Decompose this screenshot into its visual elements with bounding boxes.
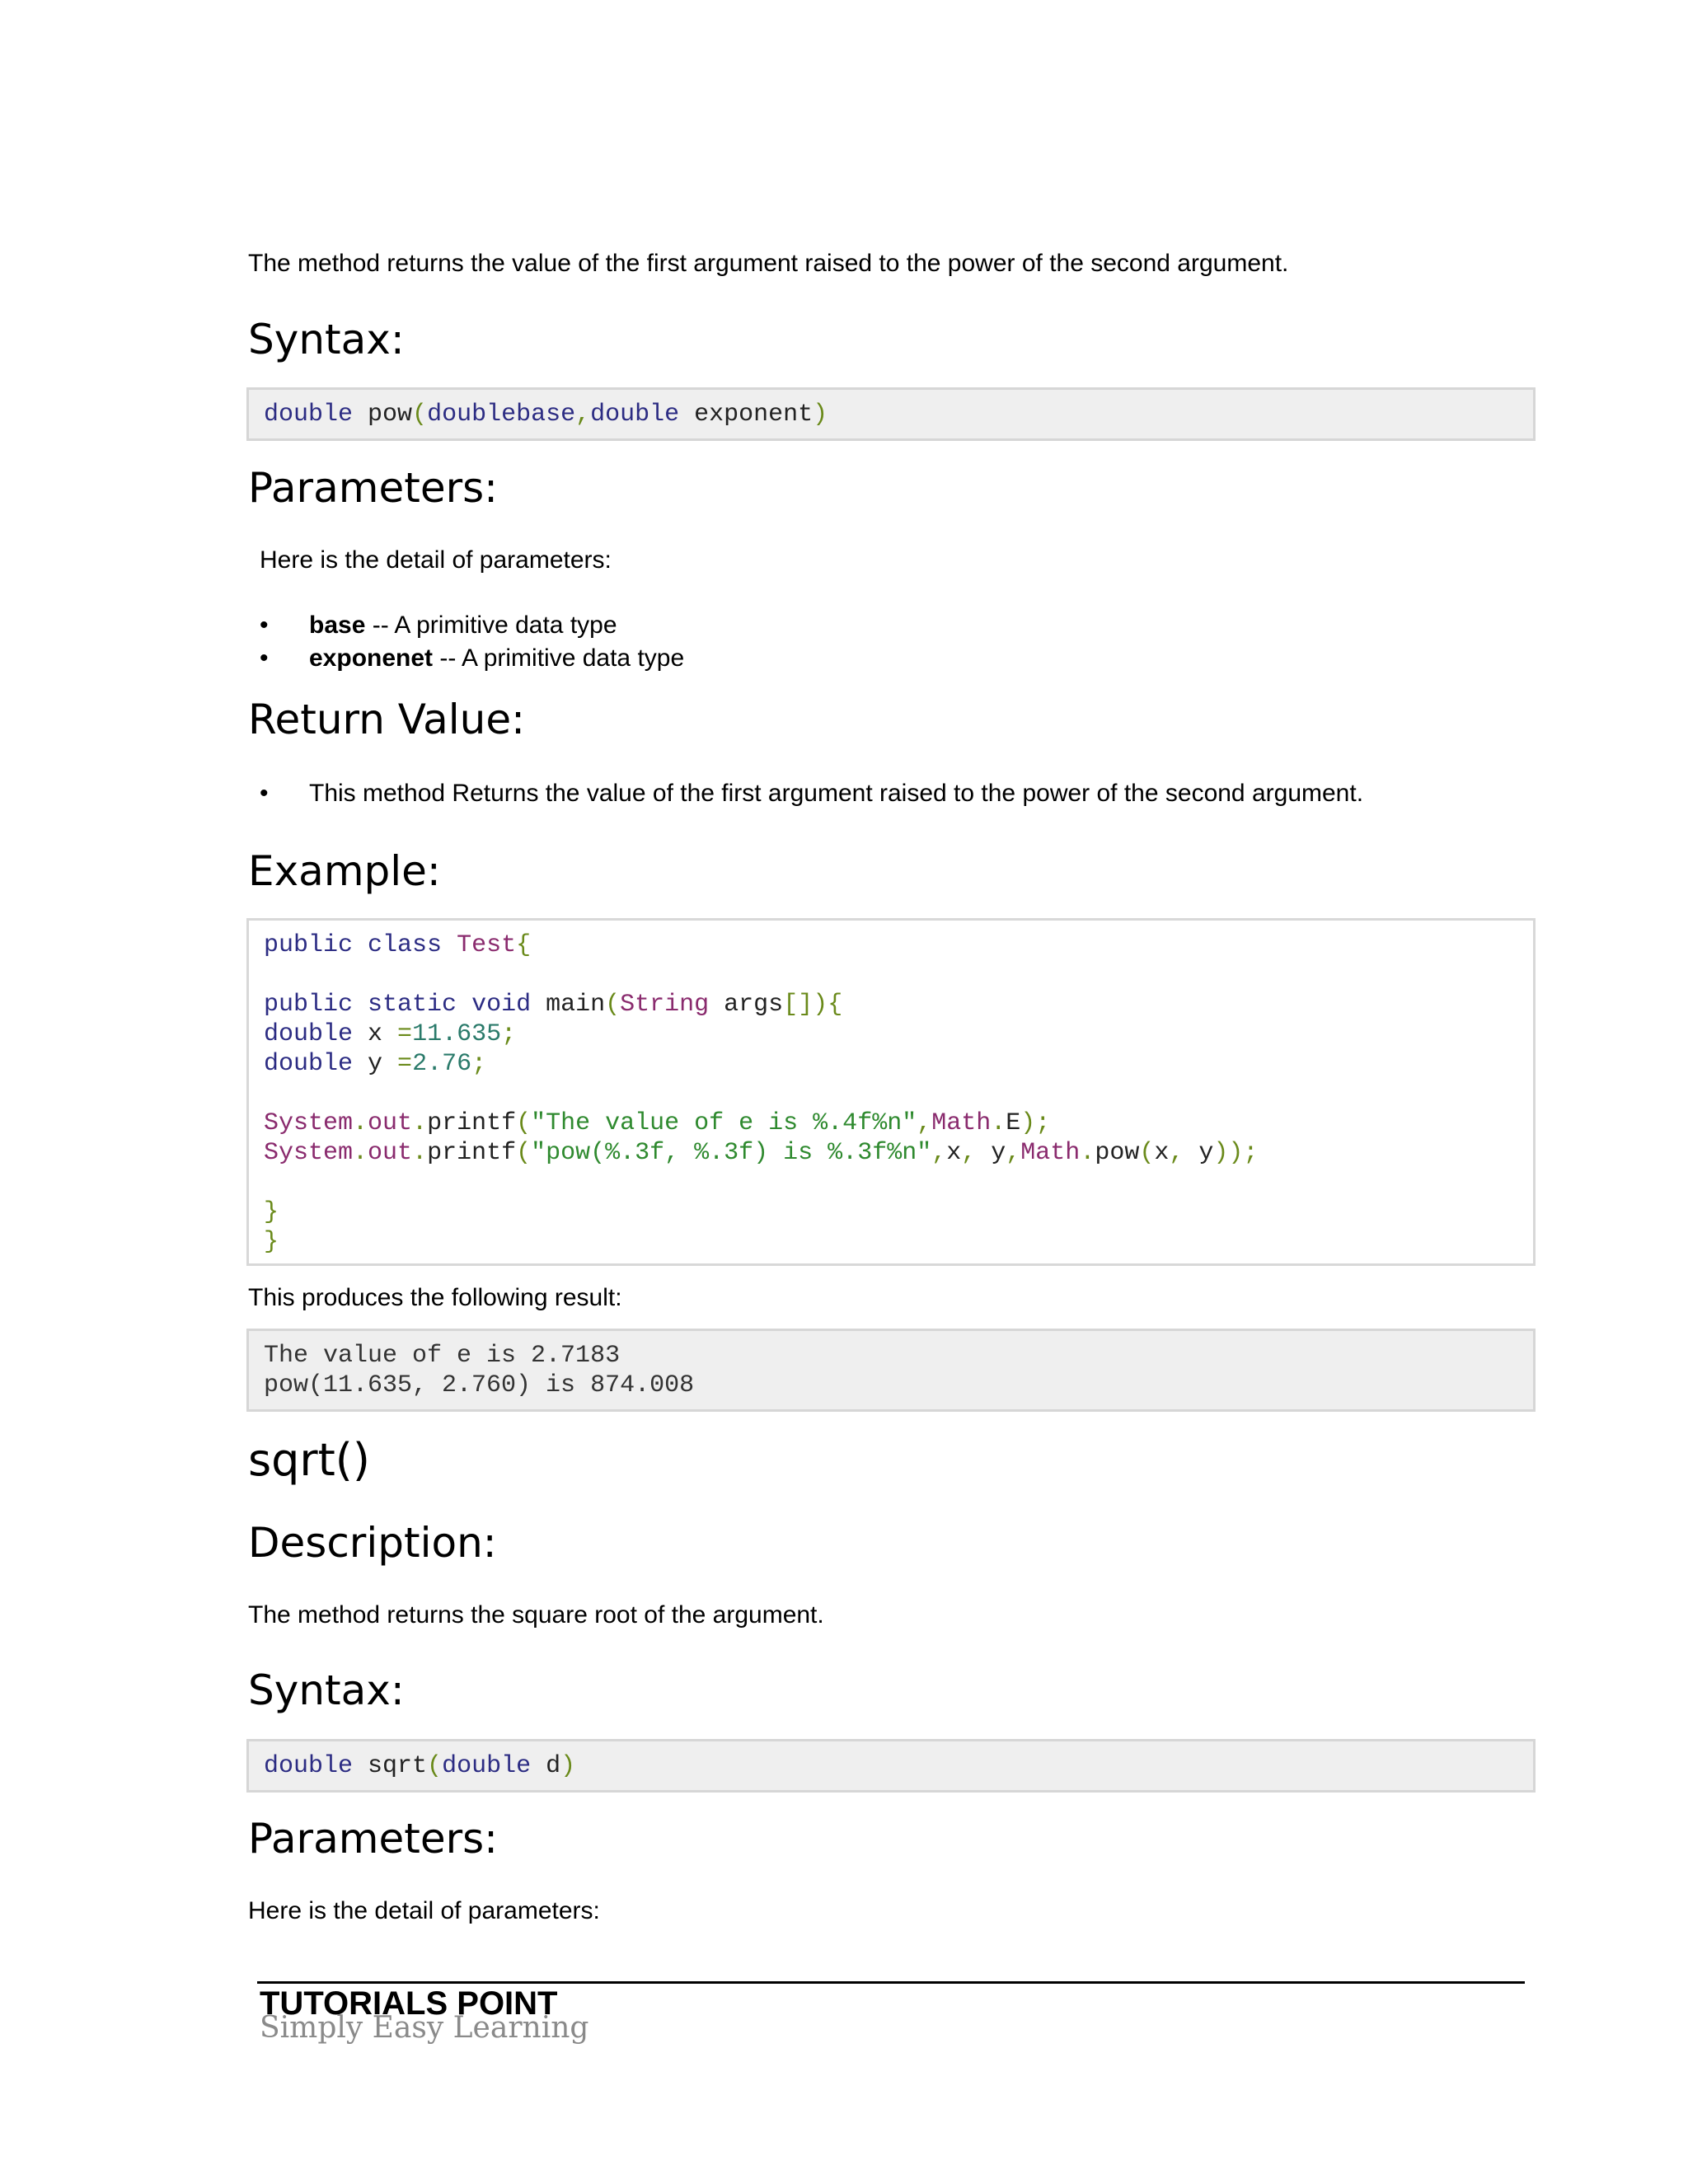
pow-return-heading: Return Value: xyxy=(248,696,525,743)
pow-example-code-block xyxy=(246,918,1536,1266)
code-line xyxy=(264,1371,1518,1400)
code-line xyxy=(264,1227,1518,1257)
code-token: } xyxy=(264,1228,279,1256)
code-line xyxy=(264,960,1518,990)
pow-syntax-code-block xyxy=(246,387,1536,441)
sqrt-title: sqrt() xyxy=(248,1434,370,1486)
code-line xyxy=(264,1138,1518,1168)
code-token: double xyxy=(264,1020,354,1048)
code-token: System xyxy=(264,1109,354,1137)
code-token: ) xyxy=(560,1752,576,1780)
code-token: ); xyxy=(1020,1109,1051,1137)
return-text: This method Returns the value of the first argument raised to the power of the second argument. xyxy=(309,780,1364,807)
code-token: y xyxy=(991,1139,1006,1167)
list-item xyxy=(260,777,1529,810)
footer-brand: TUTORIALS POINT xyxy=(260,1985,558,2022)
code-token: double xyxy=(264,1752,354,1780)
code-token: E xyxy=(1006,1109,1021,1137)
code-token: ) xyxy=(813,401,828,429)
code-token: printf xyxy=(427,1109,517,1137)
code-token: printf xyxy=(427,1139,517,1167)
code-line xyxy=(264,1341,1518,1371)
code-token: []){ xyxy=(783,991,843,1019)
code-token: main xyxy=(531,991,606,1019)
code-line xyxy=(264,1079,1518,1108)
code-token: doublebase xyxy=(427,401,576,429)
code-token: double xyxy=(264,401,354,429)
bullet-icon: • xyxy=(260,780,269,807)
code-line xyxy=(264,1108,1518,1138)
sqrt-syntax-heading: Syntax: xyxy=(248,1666,405,1714)
code-token: . xyxy=(353,1109,368,1137)
code-line xyxy=(264,1197,1518,1227)
code-token: y xyxy=(1198,1139,1214,1167)
code-token xyxy=(442,931,457,959)
code-line xyxy=(264,1751,1518,1781)
code-token: ; xyxy=(471,1050,487,1078)
code-token: void xyxy=(471,991,532,1019)
code-token: d xyxy=(531,1752,561,1780)
code-token: double xyxy=(442,1752,532,1780)
code-token: pow xyxy=(1095,1139,1140,1167)
sqrt-syntax-code-block xyxy=(246,1739,1536,1793)
code-token: , xyxy=(1169,1139,1199,1167)
code-line xyxy=(264,400,1518,429)
code-token: ( xyxy=(516,1139,532,1167)
code-token: ; xyxy=(501,1020,517,1048)
code-line xyxy=(264,930,1518,960)
code-token: exponent xyxy=(679,401,814,429)
code-token: 2.76 xyxy=(412,1050,472,1078)
code-token: String xyxy=(620,991,710,1019)
code-token: x xyxy=(946,1139,962,1167)
code-token: = xyxy=(397,1020,413,1048)
code-token: )); xyxy=(1213,1139,1259,1167)
sqrt-params-intro: Here is the detail of parameters: xyxy=(248,1897,600,1924)
footer-tagline: Simply Easy Learning xyxy=(260,2011,589,2045)
code-line xyxy=(264,1049,1518,1079)
list-item xyxy=(260,609,1496,642)
code-token: Math xyxy=(1020,1139,1081,1167)
code-token: , xyxy=(1006,1139,1021,1167)
code-token: Test xyxy=(457,931,517,959)
code-token: , xyxy=(931,1139,947,1167)
code-token: , xyxy=(961,1139,992,1167)
pow-example-heading: Example: xyxy=(248,847,441,895)
result-intro-text: This produces the following result: xyxy=(248,1284,622,1311)
code-token: Math xyxy=(931,1109,992,1137)
code-token: sqrt xyxy=(353,1752,428,1780)
code-token: x xyxy=(353,1020,398,1048)
code-token: pow xyxy=(353,401,413,429)
code-token: public xyxy=(264,931,354,959)
param-name: exponenet xyxy=(309,644,434,672)
param-desc: -- A primitive data type xyxy=(365,612,617,639)
code-token: System xyxy=(264,1139,354,1167)
code-token: . xyxy=(1080,1139,1095,1167)
code-token: ( xyxy=(605,991,621,1019)
code-token: 11.635 xyxy=(412,1020,502,1048)
code-token: double xyxy=(264,1050,354,1078)
code-token: . xyxy=(412,1109,428,1137)
code-token: static xyxy=(368,991,457,1019)
code-token: ( xyxy=(1139,1139,1155,1167)
param-name: base xyxy=(309,612,366,639)
code-token: public xyxy=(264,991,354,1019)
pow-syntax-heading: Syntax: xyxy=(248,316,405,363)
code-token: . xyxy=(412,1139,428,1167)
bullet-icon: • xyxy=(260,644,269,672)
code-token xyxy=(353,991,368,1019)
pow-result-output-block xyxy=(246,1329,1536,1412)
code-token: ( xyxy=(412,401,428,429)
pow-return-list xyxy=(260,777,1529,810)
code-line xyxy=(264,990,1518,1019)
code-token: double xyxy=(590,401,680,429)
code-token: x xyxy=(1154,1139,1170,1167)
pow-parameters-heading: Parameters: xyxy=(248,464,499,512)
code-token: class xyxy=(368,931,443,959)
code-line xyxy=(264,1168,1518,1197)
param-desc: -- A primitive data type xyxy=(433,644,685,672)
code-token: ( xyxy=(427,1752,443,1780)
code-token: } xyxy=(264,1198,279,1226)
code-token xyxy=(457,991,471,1019)
code-token: out xyxy=(368,1139,413,1167)
list-item xyxy=(260,642,1496,675)
code-token: ( xyxy=(516,1109,532,1137)
code-token: out xyxy=(368,1109,413,1137)
pow-params-intro: Here is the detail of parameters: xyxy=(260,546,612,574)
code-token: , xyxy=(575,401,591,429)
intro-text: The method returns the value of the first argument raised to the power of the second argument. xyxy=(248,250,1289,277)
code-token: pow(11.635, 2.760) is 874.008 xyxy=(264,1371,695,1399)
code-token: The value of e is 2.7183 xyxy=(264,1342,621,1370)
code-token: "pow(%.3f, %.3f) is %.3f%n" xyxy=(531,1139,932,1167)
code-line xyxy=(264,1019,1518,1049)
code-token: args xyxy=(709,991,784,1019)
code-token: "The value of e is %.4f%n" xyxy=(531,1109,917,1137)
code-token: = xyxy=(397,1050,413,1078)
pow-params-list xyxy=(260,609,1496,675)
sqrt-description-text: The method returns the square root of the argument. xyxy=(248,1601,824,1629)
code-token: , xyxy=(917,1109,932,1137)
bullet-icon: • xyxy=(260,612,269,639)
code-token: y xyxy=(353,1050,398,1078)
code-token: . xyxy=(353,1139,368,1167)
code-token xyxy=(353,931,368,959)
code-token: . xyxy=(991,1109,1006,1137)
sqrt-description-heading: Description: xyxy=(248,1519,497,1567)
sqrt-parameters-heading: Parameters: xyxy=(248,1815,499,1863)
code-token: { xyxy=(516,931,532,959)
